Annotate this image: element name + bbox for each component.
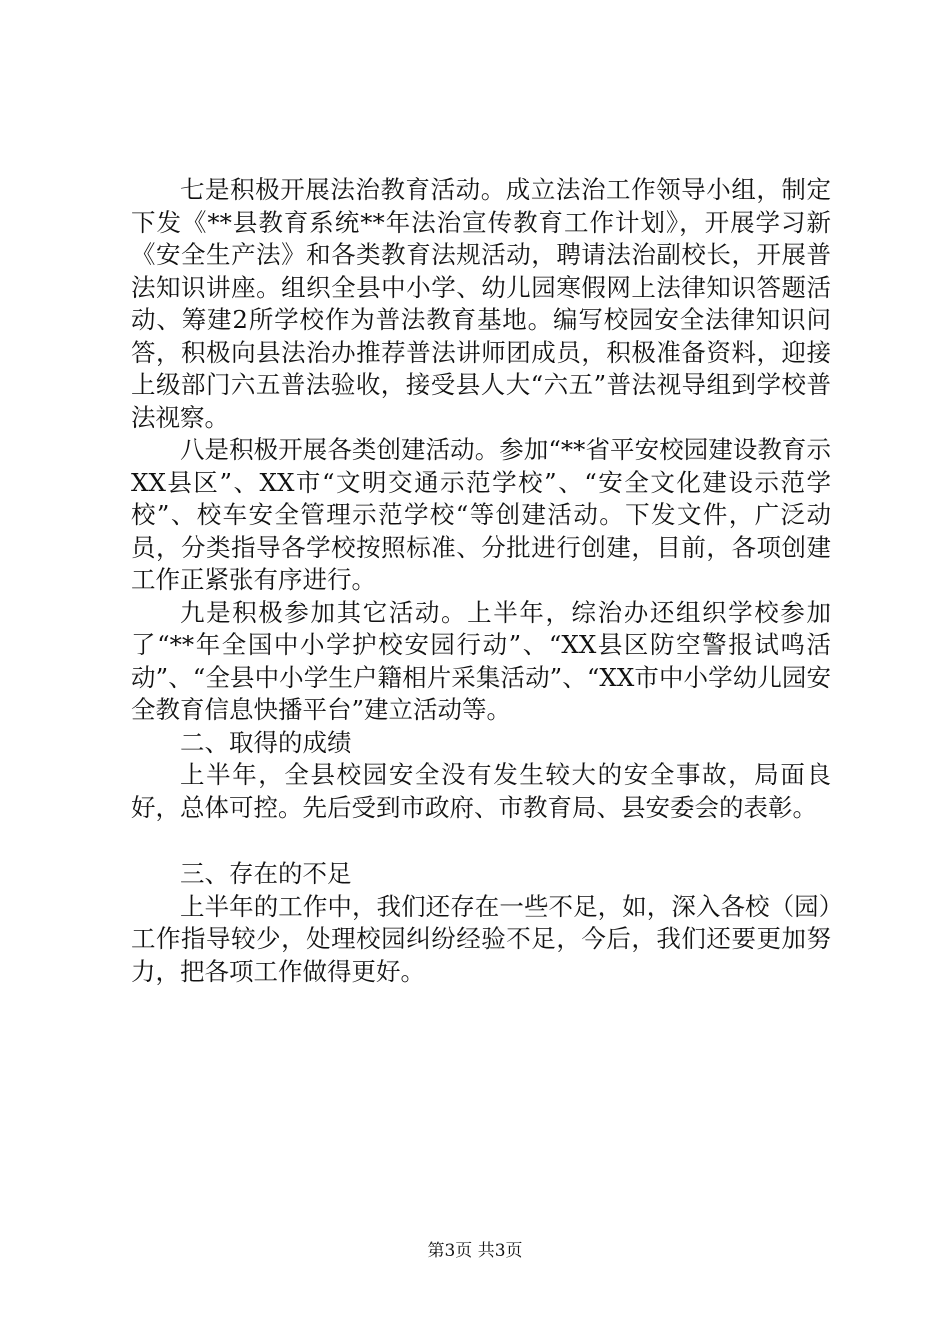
paragraph-achievements: 上半年，全县校园安全没有发生较大的安全事故，局面良好，总体可控。先后受到市政府、市教育局、县安委会的表彰。 bbox=[131, 760, 831, 822]
paragraph-shortcomings: 上半年的工作中，我们还存在一些不足，如，深入各校（园）工作指导较少，处理校园纠纷经验不足，今后，我们还要更加努力，把各项工作做得更好。 bbox=[131, 891, 831, 986]
paragraph-other-activities: 九是积极参加其它活动。上半年，综治办还组织学校参加了“**年全国中小学护校安园行动”、“XX县区防空警报试鸣活动”、“全县中小学生户籍相片采集活动”、“XX市中小学幼儿园安全教育信息快播平台”建立活动等。 bbox=[131, 597, 831, 724]
section-heading-achievements: 二、取得的成绩 bbox=[180, 727, 352, 757]
paragraph-creation-activities: 八是积极开展各类创建活动。参加“**省平安校园建设教育示XX县区”、XX市“文明交通示范学校”、“安全文化建设示范学校”、校车安全管理示范学校“等创建活动。下发文件，广泛动员，分类指导各学校按照标准、分批进行创建，目前，各项创建工作正紧张有序进行。 bbox=[131, 435, 831, 594]
document-body bbox=[131, 174, 831, 988]
paragraph-legal-education: 七是积极开展法治教育活动。成立法治工作领导小组，制定下发《**县教育系统**年法治宣传教育工作计划》，开展学习新《安全生产法》和各类教育法规活动，聘请法治副校长，开展普法知识讲座。组织全县中小学、幼儿园寒假网上法律知识答题活动、筹建2所学校作为普法教育基地。编写校园安全法律知识问答，积极向县法治办推荐普法讲师团成员，积极准备资料，迎接上级部门六五普法验收，接受县人大“六五”普法视导组到学校普法视察。 bbox=[131, 175, 831, 432]
paragraph-spacer bbox=[131, 824, 831, 858]
section-heading-shortcomings: 三、存在的不足 bbox=[180, 859, 352, 888]
page-number-footer: 第3页 共3页 bbox=[427, 1241, 523, 1261]
